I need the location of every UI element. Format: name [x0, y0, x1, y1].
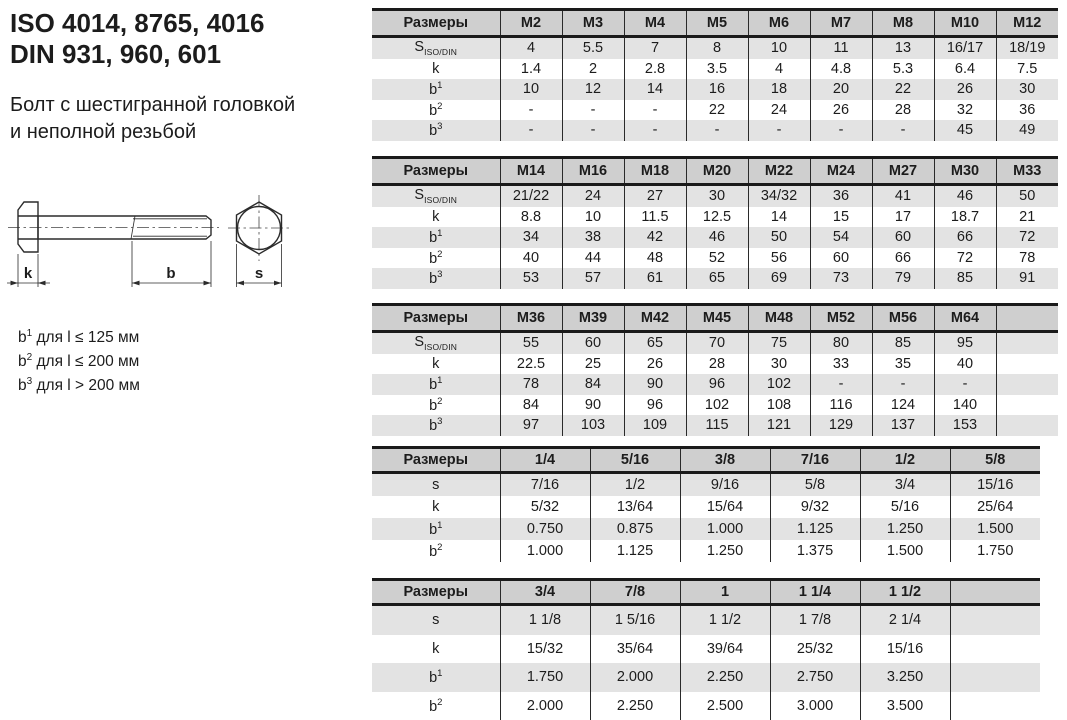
value-cell: 97	[500, 415, 562, 436]
value-cell: 1.250	[680, 540, 770, 562]
value-cell: -	[562, 100, 624, 121]
row-label-cell: $b^2$	[372, 692, 500, 720]
size-column-header: 5/8	[950, 448, 1040, 473]
value-cell: 25/64	[950, 496, 1040, 518]
value-cell: 27	[624, 185, 686, 207]
value-cell: 65	[624, 332, 686, 354]
value-cell: 95	[934, 332, 996, 354]
value-cell: 129	[810, 415, 872, 436]
size-column-header: M48	[748, 305, 810, 332]
value-cell: 0.875	[590, 518, 680, 540]
value-cell: 5/32	[500, 496, 590, 518]
value-cell: 1 1/2	[680, 605, 770, 635]
value-cell: 96	[624, 395, 686, 416]
size-column-header: 5/16	[590, 448, 680, 473]
size-column-header: 3/8	[680, 448, 770, 473]
value-cell: 55	[500, 332, 562, 354]
value-cell: 13/64	[590, 496, 680, 518]
value-cell: 140	[934, 395, 996, 416]
row-label-cell: $b^3$	[372, 120, 500, 141]
table-row	[372, 120, 1058, 141]
value-cell: 60	[562, 332, 624, 354]
value-cell: 2.250	[680, 663, 770, 692]
size-column-header: M20	[686, 158, 748, 185]
value-cell: 1/2	[590, 473, 680, 497]
value-cell: -	[872, 120, 934, 141]
description-line-1: Болт с шестигранной головкой	[10, 94, 296, 116]
value-cell: 50	[748, 227, 810, 248]
value-cell: -	[686, 120, 748, 141]
value-cell: 3.500	[860, 692, 950, 720]
size-column-header: M39	[562, 305, 624, 332]
row-label-cell: $b^2$	[372, 395, 500, 416]
value-cell: 1.000	[500, 540, 590, 562]
value-cell: 1.750	[950, 540, 1040, 562]
row-label-cell: k	[372, 59, 500, 80]
value-cell: 46	[934, 185, 996, 207]
value-cell: 1 1/8	[500, 605, 590, 635]
footnote-3: $b^3$ для l > 200 мм	[18, 376, 140, 395]
value-cell: 1 7/8	[770, 605, 860, 635]
value-cell: 53	[500, 268, 562, 289]
row-label-cell: $S_{ISO/DIN}$	[372, 185, 500, 207]
value-cell: 5/8	[770, 473, 860, 497]
value-cell: 84	[562, 374, 624, 395]
value-cell: 12.5	[686, 207, 748, 228]
corner-header-cell: Размеры	[372, 10, 500, 37]
size-column-header: M6	[748, 10, 810, 37]
value-cell: 12	[562, 79, 624, 100]
table-row	[372, 268, 1058, 289]
value-cell: 15/64	[680, 496, 770, 518]
value-cell: 80	[810, 332, 872, 354]
value-cell: 46	[686, 227, 748, 248]
value-cell: 14	[748, 207, 810, 228]
row-label-cell: k	[372, 635, 500, 664]
value-cell: 91	[996, 268, 1058, 289]
value-cell: 103	[562, 415, 624, 436]
value-cell: 18.7	[934, 207, 996, 228]
empty-cell	[996, 395, 1058, 416]
value-cell: 2.8	[624, 59, 686, 80]
value-cell: 2.000	[500, 692, 590, 720]
size-column-header: M52	[810, 305, 872, 332]
value-cell: 60	[810, 248, 872, 269]
value-cell: 25	[562, 354, 624, 375]
value-cell: 34	[500, 227, 562, 248]
row-label-cell: $b^2$	[372, 540, 500, 562]
row-label-cell: $b^2$	[372, 248, 500, 269]
value-cell: 66	[872, 248, 934, 269]
size-column-header: M56	[872, 305, 934, 332]
value-cell: 73	[810, 268, 872, 289]
empty-cell	[996, 374, 1058, 395]
din-title-line: DIN 931, 960, 601	[10, 39, 222, 69]
table-row	[372, 663, 1040, 692]
table-row	[372, 227, 1058, 248]
row-label-cell: $b^1$	[372, 518, 500, 540]
value-cell: 78	[500, 374, 562, 395]
size-column-header: M64	[934, 305, 996, 332]
empty-cell	[950, 635, 1040, 664]
value-cell: 24	[748, 100, 810, 121]
size-column-header: 7/16	[770, 448, 860, 473]
value-cell: 49	[996, 120, 1058, 141]
size-column-header: M2	[500, 10, 562, 37]
empty-cell	[950, 692, 1040, 720]
value-cell: 30	[996, 79, 1058, 100]
size-column-header: M3	[562, 10, 624, 37]
dimensions-table-5	[372, 578, 1040, 720]
empty-column-header	[996, 305, 1058, 332]
value-cell: 26	[934, 79, 996, 100]
size-column-header: M18	[624, 158, 686, 185]
dim-label-b: b	[166, 265, 176, 282]
table-row	[372, 635, 1040, 664]
value-cell: 45	[934, 120, 996, 141]
value-cell: 24	[562, 185, 624, 207]
empty-cell	[996, 332, 1058, 354]
value-cell: 1.500	[950, 518, 1040, 540]
value-cell: -	[624, 100, 686, 121]
value-cell: 0.750	[500, 518, 590, 540]
value-cell: 38	[562, 227, 624, 248]
value-cell: 79	[872, 268, 934, 289]
value-cell: 11.5	[624, 207, 686, 228]
size-column-header: 1/4	[500, 448, 590, 473]
value-cell: 90	[562, 395, 624, 416]
value-cell: 69	[748, 268, 810, 289]
value-cell: 54	[810, 227, 872, 248]
value-cell: 1 5/16	[590, 605, 680, 635]
value-cell: 22	[872, 79, 934, 100]
value-cell: -	[624, 120, 686, 141]
value-cell: 1.4	[500, 59, 562, 80]
size-column-header: M27	[872, 158, 934, 185]
value-cell: 1.125	[770, 518, 860, 540]
iso-title-line: ISO 4014, 8765, 4016	[10, 8, 265, 38]
value-cell: 40	[934, 354, 996, 375]
value-cell: 3.250	[860, 663, 950, 692]
size-column-header: M36	[500, 305, 562, 332]
value-cell: 124	[872, 395, 934, 416]
value-cell: -	[872, 374, 934, 395]
empty-cell	[996, 415, 1058, 436]
size-column-header: M30	[934, 158, 996, 185]
value-cell: 2	[562, 59, 624, 80]
value-cell: 35	[872, 354, 934, 375]
table-row	[372, 605, 1040, 635]
value-cell: 33	[810, 354, 872, 375]
value-cell: 102	[686, 395, 748, 416]
table-row	[372, 518, 1040, 540]
value-cell: 15	[810, 207, 872, 228]
value-cell: 116	[810, 395, 872, 416]
row-label-cell: $S_{ISO/DIN}$	[372, 37, 500, 59]
value-cell: 17	[872, 207, 934, 228]
size-column-header: 1	[680, 580, 770, 605]
value-cell: 10	[562, 207, 624, 228]
row-label-cell: $b^2$	[372, 100, 500, 121]
value-cell: 1.750	[500, 663, 590, 692]
value-cell: 48	[624, 248, 686, 269]
value-cell: 9/16	[680, 473, 770, 497]
value-cell: 20	[810, 79, 872, 100]
value-cell: 22	[686, 100, 748, 121]
row-label-cell: $b^1$	[372, 79, 500, 100]
value-cell: 7.5	[996, 59, 1058, 80]
value-cell: 22.5	[500, 354, 562, 375]
value-cell: 32	[934, 100, 996, 121]
value-cell: 7/16	[500, 473, 590, 497]
value-cell: 108	[748, 395, 810, 416]
value-cell: 15/16	[860, 635, 950, 664]
table-row	[372, 540, 1040, 562]
value-cell: -	[934, 374, 996, 395]
table-row	[372, 37, 1058, 59]
table-row	[372, 79, 1058, 100]
value-cell: 4.8	[810, 59, 872, 80]
value-cell: 13	[872, 37, 934, 59]
value-cell: 115	[686, 415, 748, 436]
value-cell: 65	[686, 268, 748, 289]
value-cell: -	[810, 120, 872, 141]
value-cell: 1.500	[860, 540, 950, 562]
value-cell: 2 1/4	[860, 605, 950, 635]
size-column-header: M12	[996, 10, 1058, 37]
value-cell: 10	[500, 79, 562, 100]
value-cell: 39/64	[680, 635, 770, 664]
value-cell: 6.4	[934, 59, 996, 80]
value-cell: -	[748, 120, 810, 141]
value-cell: 4	[748, 59, 810, 80]
value-cell: 16	[686, 79, 748, 100]
corner-header-cell: Размеры	[372, 305, 500, 332]
table-row	[372, 185, 1058, 207]
value-cell: 2.000	[590, 663, 680, 692]
row-label-cell: $b^3$	[372, 268, 500, 289]
corner-header-cell: Размеры	[372, 580, 500, 605]
size-column-header: M24	[810, 158, 872, 185]
row-label-cell: $b^3$	[372, 415, 500, 436]
value-cell: 2.750	[770, 663, 860, 692]
value-cell: 57	[562, 268, 624, 289]
table-row	[372, 59, 1058, 80]
value-cell: 85	[872, 332, 934, 354]
value-cell: 35/64	[590, 635, 680, 664]
value-cell: 36	[996, 100, 1058, 121]
value-cell: 3.5	[686, 59, 748, 80]
size-column-header: M7	[810, 10, 872, 37]
row-label-cell: $b^1$	[372, 663, 500, 692]
value-cell: 5.3	[872, 59, 934, 80]
value-cell: 40	[500, 248, 562, 269]
size-column-header: 1 1/2	[860, 580, 950, 605]
table-row	[372, 374, 1058, 395]
value-cell: 78	[996, 248, 1058, 269]
size-column-header: M8	[872, 10, 934, 37]
empty-cell	[950, 663, 1040, 692]
empty-cell	[996, 354, 1058, 375]
value-cell: 1.000	[680, 518, 770, 540]
footnote-1: $b^1$ для l ≤ 125 мм	[18, 328, 140, 347]
row-label-cell: s	[372, 473, 500, 497]
value-cell: 72	[934, 248, 996, 269]
row-label-cell: $b^1$	[372, 227, 500, 248]
value-cell: 85	[934, 268, 996, 289]
size-column-header: M5	[686, 10, 748, 37]
value-cell: 75	[748, 332, 810, 354]
value-cell: 14	[624, 79, 686, 100]
value-cell: 36	[810, 185, 872, 207]
value-cell: 137	[872, 415, 934, 436]
value-cell: -	[500, 120, 562, 141]
value-cell: 72	[996, 227, 1058, 248]
value-cell: 5.5	[562, 37, 624, 59]
value-cell: 4	[500, 37, 562, 59]
value-cell: -	[500, 100, 562, 121]
header-row	[372, 10, 1058, 37]
header-row	[372, 158, 1058, 185]
value-cell: 5/16	[860, 496, 950, 518]
row-label-cell: k	[372, 207, 500, 228]
value-cell: 121	[748, 415, 810, 436]
dimensions-table-2	[372, 156, 1058, 289]
value-cell: 28	[872, 100, 934, 121]
table-row	[372, 496, 1040, 518]
value-cell: 7	[624, 37, 686, 59]
value-cell: 15/16	[950, 473, 1040, 497]
corner-header-cell: Размеры	[372, 448, 500, 473]
value-cell: 30	[748, 354, 810, 375]
value-cell: 96	[686, 374, 748, 395]
header-row	[372, 448, 1040, 473]
value-cell: 15/32	[500, 635, 590, 664]
footnote-2: $b^2$ для l ≤ 200 мм	[18, 352, 140, 371]
size-column-header: 3/4	[500, 580, 590, 605]
value-cell: 56	[748, 248, 810, 269]
value-cell: 44	[562, 248, 624, 269]
value-cell: 1.125	[590, 540, 680, 562]
value-cell: 3.000	[770, 692, 860, 720]
value-cell: -	[810, 374, 872, 395]
size-column-header: M4	[624, 10, 686, 37]
value-cell: 109	[624, 415, 686, 436]
value-cell: 25/32	[770, 635, 860, 664]
value-cell: 153	[934, 415, 996, 436]
value-cell: 70	[686, 332, 748, 354]
value-cell: 9/32	[770, 496, 860, 518]
size-column-header: M10	[934, 10, 996, 37]
value-cell: 21	[996, 207, 1058, 228]
value-cell: 11	[810, 37, 872, 59]
corner-header-cell: Размеры	[372, 158, 500, 185]
value-cell: 21/22	[500, 185, 562, 207]
value-cell: 2.250	[590, 692, 680, 720]
size-column-header: M16	[562, 158, 624, 185]
value-cell: 41	[872, 185, 934, 207]
value-cell: 30	[686, 185, 748, 207]
size-column-header: M33	[996, 158, 1058, 185]
value-cell: 8	[686, 37, 748, 59]
value-cell: 52	[686, 248, 748, 269]
value-cell: 10	[748, 37, 810, 59]
table-row	[372, 100, 1058, 121]
value-cell: 34/32	[748, 185, 810, 207]
size-column-header: 1 1/4	[770, 580, 860, 605]
value-cell: 16/17	[934, 37, 996, 59]
table-row	[372, 415, 1058, 436]
value-cell: 2.500	[680, 692, 770, 720]
value-cell: 66	[934, 227, 996, 248]
dim-label-k: k	[23, 265, 33, 282]
size-column-header: M42	[624, 305, 686, 332]
row-label-cell: k	[372, 496, 500, 518]
row-label-cell: $S_{ISO/DIN}$	[372, 332, 500, 354]
value-cell: -	[562, 120, 624, 141]
row-label-cell: s	[372, 605, 500, 635]
size-column-header: 1/2	[860, 448, 950, 473]
dimensions-table-1	[372, 8, 1058, 141]
header-row	[372, 305, 1058, 332]
size-column-header: M14	[500, 158, 562, 185]
row-label-cell: $b^1$	[372, 374, 500, 395]
dimensions-table-3	[372, 303, 1058, 436]
value-cell: 26	[810, 100, 872, 121]
table-row	[372, 354, 1058, 375]
header-row	[372, 580, 1040, 605]
row-label-cell: k	[372, 354, 500, 375]
size-column-header: M45	[686, 305, 748, 332]
empty-column-header	[950, 580, 1040, 605]
table-row	[372, 248, 1058, 269]
value-cell: 42	[624, 227, 686, 248]
table-row	[372, 692, 1040, 720]
empty-cell	[950, 605, 1040, 635]
value-cell: 26	[624, 354, 686, 375]
table-row	[372, 207, 1058, 228]
value-cell: 28	[686, 354, 748, 375]
table-row	[372, 332, 1058, 354]
value-cell: 90	[624, 374, 686, 395]
value-cell: 1.250	[860, 518, 950, 540]
value-cell: 50	[996, 185, 1058, 207]
size-column-header: M22	[748, 158, 810, 185]
description-line-2: и неполной резьбой	[10, 121, 197, 143]
dimensions-table-4	[372, 446, 1040, 562]
value-cell: 8.8	[500, 207, 562, 228]
value-cell: 18	[748, 79, 810, 100]
value-cell: 3/4	[860, 473, 950, 497]
value-cell: 102	[748, 374, 810, 395]
table-row	[372, 395, 1058, 416]
value-cell: 61	[624, 268, 686, 289]
table-row	[372, 473, 1040, 497]
value-cell: 84	[500, 395, 562, 416]
value-cell: 1.375	[770, 540, 860, 562]
value-cell: 18/19	[996, 37, 1058, 59]
value-cell: 60	[872, 227, 934, 248]
dim-label-s: s	[254, 265, 264, 282]
size-column-header: 7/8	[590, 580, 680, 605]
